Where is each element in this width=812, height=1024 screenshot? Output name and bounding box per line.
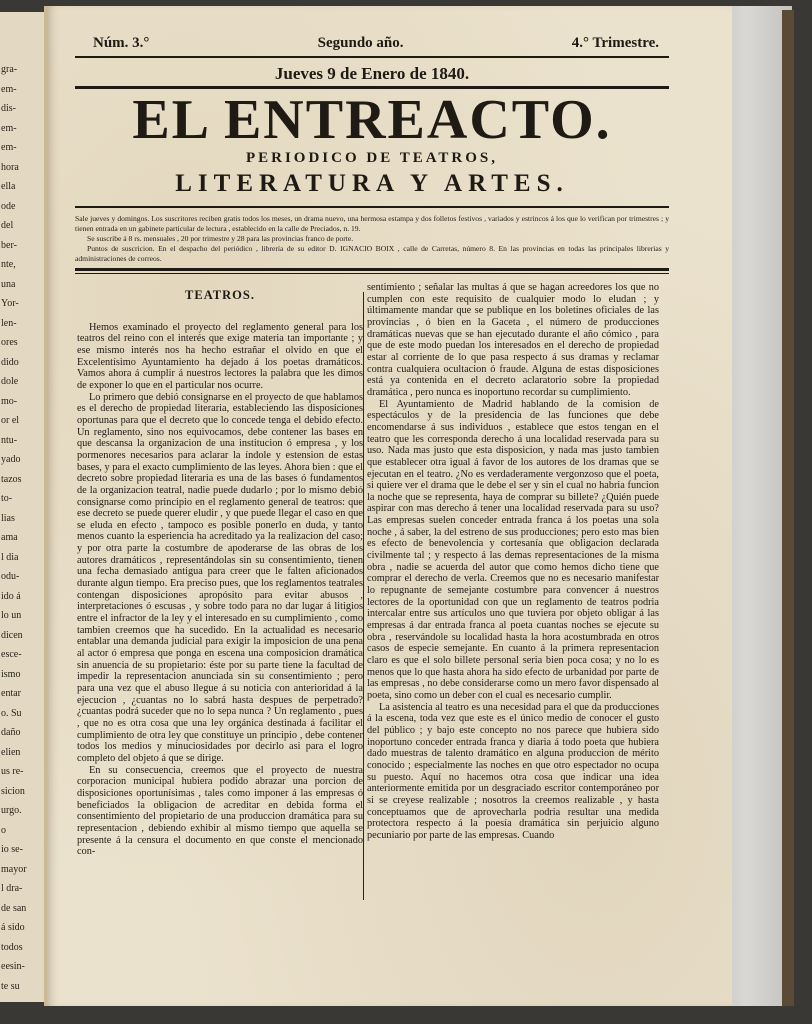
- subscription-notice: [75, 214, 669, 264]
- notice-rule-bottom: [75, 268, 669, 271]
- notice-rule-bottom-thin: [75, 273, 669, 274]
- prev-page-fragment: te su: [1, 980, 20, 992]
- prev-page-fragment: odu-: [1, 571, 20, 582]
- prev-page-fragment: urgo.: [1, 805, 22, 816]
- newspaper-page: [44, 6, 732, 1006]
- paragraph: El Ayuntamiento de Madrid hablando de la comision de espectáculos y de la presidencia de las funciones que debe encomendarse á sus individuos , establece que estos tengan en el teatro que les corresponda derecho á una localidad reservada para su uso. Nada mas justo que esta disposicion, y nada mas justo tambien que establecer otra igual á favor de los autores de los dramas que se ejecutan en el teatro. ¿No es verdaderamente vergonzoso que el poeta, si quiere ver el drama que le debe el ser y sin el cual no habria funcion la noche que se representa, haya de comprar su billete? ¿Quién puede aspirar con mas derecho á tener una localidad reservada para su uso? Las empresas suelen conceder entrada franca á los poetas una sola noche , á saber, la del estreno de sus producciones; pero esto mas bien es efecto de benevolencia y cortesanía que obligacion declarada civilmente tal ; y respecto á las demas representaciones de la misma obra , nadie se acuerda del autor que como hemos dicho tiene que comprar el derecho de verla. Creemos que no es necesario manifestar lo repugnante de semejante costumbre para convencer á nuestros lectores de la oportunidad con que un reglamento de teatros podria intercalar entre sus artículos uno que tuviera por objeto obligar á las empresas á dar entrada franca al poeta cuantas noches se ejecute su obra , reservándole su localidad hasta la hora acostumbrada en otros casos de especie semejante. En cuanto á la primera representacion claro es que el solo billete personal seria bien poca cosa; y no lo es menos que lo que hasta ahora ha sido efecto de urbanidad por parte de las empresas , no debe considerarse como un mero favor dispensado al poeta, sino como un deber con el cual es necesario cumplir.: [367, 398, 659, 701]
- notice-line-3: Puntos de suscricion. En el despacho del periódico , librería de su editor D. IGNACIO BOIX , calle de Carretas, número 8. En las provincias en todas las principales librerias y administraciones de correos.: [75, 244, 669, 263]
- notice-line-1: Sale jueves y domingos. Los suscritores reciben gratis todos los meses, un drama nuevo, una hermosa estampa y dos folletos festivos , variados y estrincos á los que lo verifican por trimestres ; y tienen entrada en un gabinete particular de lectura , establecido en la calle de Preciados, n. 19.: [75, 214, 669, 233]
- masthead-top-line: [93, 32, 659, 54]
- prev-page-fragment: l dia: [1, 551, 19, 563]
- article-column-left: [77, 288, 363, 858]
- column-divider: [363, 292, 364, 900]
- prev-page-fragment: o: [1, 824, 6, 836]
- prev-page-fragment: sicion: [1, 785, 25, 797]
- previous-page-fragment: [0, 12, 48, 1002]
- book-cover-edge: [782, 10, 794, 1006]
- paragraph: Lo primero que debió consignarse en el proyecto de que hablamos es el derecho de propiedad literaria, estableciendo las disposiciones oportunas para que el decreto que lo concede tenga el debido efecto. Un reglamento, sino nos equivocamos, debe contener las bases en que descansa la organizacion de una institucion ó empresa , y los pormenores necesarios para aclarar la índole y estension de estas bases, y para el exacto cumplimiento de las leyes. Ahora bien : que el decreto sobre propiedad literaria es una de las bases ó fundamentos de la organizacion teatral, nadie puede dudarlo ; por lo mismo debió consignarse como principio en el reglamento general de teatros: que ese decreto se puede querer eludir , y que puede llegar el caso en que se eluda en efecto , tampoco es posible ponerlo en duda, y tanto menos cuanto la esperiencia ha acreditado ya la realizacion del caso; y por otra parte la costumbre de apoderarse de las obras de los autores dramáticos , representándolas sin su consentimiento, tienen una fecha demasiado antigua para creer que le falten aficionados durante algun tiempo. Era preciso pues, que los reglamentos teatrales contengan disposiciones apropósito para evitar abusos , interpretaciones ó escusas , y sobre todo para no dar lugar á litigios entre el infractor de la ley y el interesado en su cumplimiento , como tambien creemos que ha sucedido. En la actualidad es necesario entablar una demanda judicial para exigir la imposicion de una pena al actor ó empresa que ponga en escena una composicion dramática sin anuencia de su propietario: éste por su parte tiene la facultad de impedir la representacion anunciada sin su consentimiento ; pero para una vez que el abuso llegue á su noticia con anterioridad á la ejecucion , ¿cuantas no lo sabrá hasta despues de perpetrado? ¿cuantas podrá suceder que no lo sepa nunca ? Un reglamento , pues , que no es otra cosa que una ley orgánica destinada á facilitar el cumplimiento de otra ley que constituye un principio , debe contener todos los medios y minuciosidades por decirlo asi para el logro completo del objeto á que se dirige.: [77, 391, 363, 764]
- prev-page-fragment: ber-: [1, 239, 17, 251]
- prev-page-fragment: dicen: [1, 629, 23, 641]
- prev-page-fragment: io se-: [1, 844, 23, 855]
- prev-page-fragment: hora: [1, 161, 19, 173]
- prev-page-fragment: ido á: [1, 590, 21, 602]
- prev-page-fragment: de san: [1, 902, 27, 914]
- prev-page-fragment: entar: [1, 688, 21, 699]
- prev-page-fragment: us re-: [1, 766, 24, 777]
- prev-page-fragment: mo-: [1, 395, 18, 407]
- prev-page-fragment: ores: [1, 337, 18, 348]
- prev-page-fragment: o. Su: [1, 707, 22, 719]
- prev-page-fragment: elien: [1, 746, 21, 758]
- prev-page-fragment: daño: [1, 727, 21, 738]
- newspaper-title: EL ENTREACTO.: [132, 89, 612, 151]
- paragraph: La asistencia al teatro es una necesidad para el que da producciones á la escena, toda vez que este es el único medio de conocer el gusto del público ; y bajo este concepto no nos parece que hubiera sido inoportuno conceder entrada franca y diaria á todo poeta que hubiera dado muestras de talento dramático en alguna produccion de mérito conocido ; especialmente las noches en que otro espectador no ocupa su puesto. Aquí no hacemos otra cosa que indicar una idea anteriormente emitida por un desgraciado escritor contemporáneo por si se creyese realizable ; nosotros la creemos realizable , y hasta conceptuamos que de aprovecharla podria resultar una medida protectora respecto á la poesía dramática sin perjuicio alguno pecuniario por parte de las empresas. Cuando: [367, 701, 659, 841]
- issue-number: Núm. 3.°: [93, 34, 150, 51]
- prev-page-fragment: to-: [1, 493, 13, 504]
- prev-page-fragment: tazos: [1, 473, 22, 485]
- prev-page-fragment: or el: [1, 415, 20, 426]
- prev-page-fragment: nte,: [1, 259, 16, 270]
- prev-page-fragment: em-: [1, 83, 17, 95]
- prev-page-fragment: esce-: [1, 649, 22, 660]
- paragraph: Hemos examinado el proyecto del reglamento general para los teatros del reino con el interés que exige materia tan importante ; y ese mismo interés nos ha hecho estrañar el olvido en que el Excelentísimo Ayuntamiento ha dejado á los poetas dramáticos. Vamos ahora á cumplir á nuestros lectores la palabra que les dimos de exponer lo que en el particular nos ocurre.: [77, 321, 363, 391]
- prev-page-fragment: eesin-: [1, 961, 25, 972]
- prev-page-fragment: ntu-: [1, 434, 18, 446]
- prev-page-fragment: ama: [1, 532, 18, 543]
- prev-page-fragment: ismo: [1, 668, 21, 680]
- header-rule-notice: [75, 206, 669, 208]
- issue-quarter: 4.° Trimestre.: [571, 34, 659, 51]
- prev-page-fragment: ella: [1, 181, 16, 192]
- issue-date: Jueves 9 de Enero de 1840.: [274, 64, 470, 83]
- prev-page-fragment: una: [1, 278, 16, 290]
- header-rule-top: [75, 56, 669, 58]
- prev-page-fragment: Yor-: [1, 298, 19, 309]
- newspaper-subtitle: PERIODICO DE TEATROS,: [245, 150, 499, 166]
- prev-page-fragment: del: [1, 220, 14, 231]
- prev-page-fragment: gra-: [1, 64, 18, 75]
- prev-page-fragment: lo un: [1, 610, 22, 621]
- prev-page-fragment: len-: [1, 317, 17, 329]
- prev-page-fragment: em-: [1, 142, 17, 153]
- newspaper-subtitle-arts: LITERATURA Y ARTES.: [175, 170, 569, 197]
- prev-page-fragment: dido: [1, 356, 19, 368]
- prev-page-fragment: á sido: [1, 922, 25, 933]
- prev-page-fragment: todos: [1, 941, 23, 953]
- prev-page-fragment: dole: [1, 376, 19, 387]
- prev-page-fragment: l dra-: [1, 883, 23, 894]
- prev-page-fragment: yado: [1, 454, 21, 465]
- prev-page-fragment: ode: [1, 200, 16, 212]
- prev-page-fragment: lias: [1, 512, 15, 524]
- notice-line-2: Se suscribe á 8 rs. mensuales , 20 por trimestre y 28 para las provincias franco de porte.: [87, 234, 354, 243]
- article-column-right: [367, 282, 659, 842]
- prev-page-fragment: dis-: [1, 103, 16, 114]
- issue-year: Segundo año.: [317, 34, 404, 51]
- prev-page-fragment: mayor: [1, 863, 27, 875]
- paragraph: sentimiento ; señalar las multas á que se hagan acreedores los que no cumplen con este requisito de cualquier modo lo eludan ; y últimamente mandar que se publique en los boletines oficiales de las provincias , ó bien en la Gaceta , el número de producciones dramáticas nuevas que se han ejecutado durante el año cómico , para que de este modo puedan los interesados en el derecho de propiedad estar al corriente de lo que pasa respecto á sus dramas y reclamar contra cualquiera ocultacion ó fraude. Alguna de estas disposiciones está ya contenida en el decreto aclaratorio sobre la propiedad dramática , pero nunca es inoportuno recordar su cumplimiento.: [367, 282, 659, 398]
- prev-page-fragment: em-: [1, 122, 17, 134]
- section-heading: TEATROS.: [185, 288, 255, 302]
- paragraph: En su consecuencia, creemos que el proyecto de nuestra corporacion municipal hubiera podido abrazar una porcion de disposiciones oportunísimas , tales como imponer á las empresas ó beneficiados la obligacion de acreditar en debida forma el consentimiento del propietario de una produccion dramática para su representacion , debiendo exhibir al mismo tiempo que aquella se presente á la censura el documento en que conste el mencionado con-: [77, 764, 363, 858]
